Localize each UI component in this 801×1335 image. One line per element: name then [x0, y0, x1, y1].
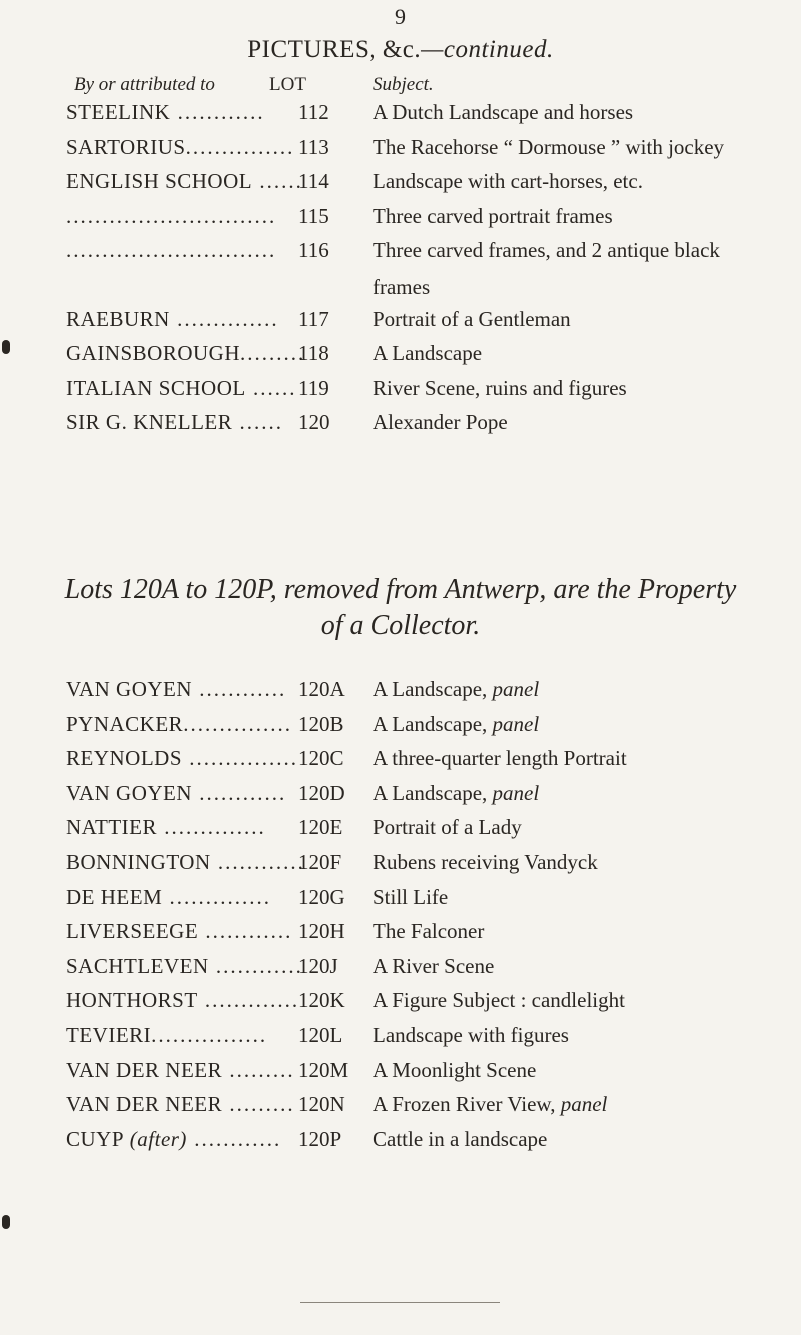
lot-row — [66, 135, 801, 169]
lot-subject — [373, 100, 633, 125]
page-heading — [0, 36, 801, 64]
lot-row — [66, 1023, 801, 1057]
lot-number: 119 — [298, 375, 329, 400]
column-header-lot: LOT — [269, 74, 306, 95]
subject-medium: panel — [487, 677, 540, 701]
property-notice — [0, 572, 801, 644]
artist-label: REYNOLDS — [66, 746, 183, 771]
leader-dots: ............ — [192, 677, 287, 701]
lot-row — [66, 1092, 801, 1126]
artist-name — [66, 135, 297, 160]
lot-row — [66, 376, 801, 410]
lot-row — [66, 746, 801, 780]
column-header-artist: By or attributed to — [74, 74, 215, 95]
artist-label: SACHTLEVEN — [66, 953, 209, 978]
artist-label: STEELINK — [66, 100, 171, 124]
lot-row — [66, 850, 801, 884]
subject-text: The Falconer — [373, 919, 485, 944]
artist-label: ENGLISH SCHOOL — [66, 169, 253, 193]
artist-label: NATTIER — [66, 815, 157, 840]
leader-dots: ............ — [192, 780, 287, 805]
subject-text: A Landscape, — [373, 711, 488, 736]
artist-name — [66, 1023, 297, 1048]
artist-name — [66, 1092, 297, 1117]
artist-label: LIVERSEEGE — [66, 919, 199, 944]
lot-subject — [373, 1092, 607, 1117]
leader-dots: ............... — [182, 746, 299, 771]
artist-name — [66, 953, 303, 979]
leader-dots: ............... — [185, 134, 295, 159]
lot-row — [66, 885, 801, 919]
artist-qualifier: (after) — [124, 1126, 187, 1151]
lot-number: 120C — [298, 746, 344, 771]
artist-label: VAN GOYEN — [66, 677, 193, 701]
lot-subject — [373, 919, 484, 944]
artist-name — [66, 204, 297, 229]
leader-dots: .............. — [169, 306, 279, 331]
subject-text: Landscape with figures — [373, 1023, 569, 1047]
subject-text: A Landscape — [373, 341, 483, 365]
lot-number: 120E — [298, 815, 343, 840]
lot-row — [66, 988, 801, 1022]
lot-subject — [373, 885, 448, 910]
subject-text: Portrait of a Gentleman — [373, 306, 571, 331]
leader-dots: ............ — [208, 953, 303, 978]
subject-text: A Moonlight Scene — [373, 1057, 537, 1082]
leader-dots: ......... — [240, 341, 306, 365]
subject-text: Still Life — [373, 884, 449, 909]
end-rule — [300, 1302, 500, 1303]
artist-label: TEVIERI — [66, 1023, 152, 1047]
lot-number: 120B — [298, 711, 344, 736]
lot-row — [66, 954, 801, 988]
artist-label: PYNACKER — [66, 711, 184, 736]
heading-continued: —continued. — [421, 36, 554, 63]
artist-name — [66, 410, 297, 435]
lot-row — [66, 341, 801, 375]
artist-name — [66, 885, 297, 910]
column-header-subject: Subject. — [373, 74, 434, 95]
lot-number: 120G — [298, 884, 345, 909]
lot-subject — [373, 1127, 547, 1152]
leader-dots: ............ — [170, 100, 265, 124]
artist-label: RAEBURN — [66, 306, 170, 331]
artist-name — [66, 746, 297, 771]
lot-number: 116 — [298, 238, 329, 262]
lot-row — [66, 204, 801, 238]
lot-row — [66, 781, 801, 815]
subject-text: Three carved frames, and 2 antique black — [373, 238, 720, 262]
lot-subject — [373, 307, 571, 332]
lot-number: 120A — [298, 677, 345, 701]
lot-number: 120F — [298, 850, 342, 874]
subject-text: River Scene, ruins and figures — [373, 375, 627, 400]
lot-row — [66, 238, 801, 272]
lot-row — [66, 410, 801, 444]
lot-row — [66, 712, 801, 746]
leader-dots: ................ — [151, 1023, 268, 1047]
leader-dots: ............ — [186, 1126, 282, 1151]
leader-dots: ...... — [252, 169, 303, 193]
artist-name — [66, 169, 303, 194]
lot-number: 120N — [298, 1092, 345, 1117]
lot-subject — [373, 1023, 569, 1048]
artist-name — [66, 238, 297, 263]
artist-name — [66, 307, 297, 332]
subject-text: A Frozen River View, — [373, 1092, 556, 1117]
subject-text: A Dutch Landscape and horses — [373, 100, 634, 124]
leader-dots: ............ — [198, 919, 293, 944]
lot-number: 120J — [298, 953, 338, 978]
lot-subject — [373, 988, 625, 1013]
artist-label: SARTORIUS — [66, 134, 186, 159]
subject-medium: panel — [555, 1092, 608, 1117]
leader-dots: ...... — [232, 410, 283, 434]
artist-label: GAINSBOROUGH — [66, 341, 241, 365]
artist-name — [66, 341, 306, 366]
lot-number: 120P — [298, 1126, 342, 1151]
artist-name — [66, 677, 297, 702]
lot-number: 113 — [298, 134, 329, 159]
lot-number: 118 — [298, 341, 329, 365]
artist-name — [66, 712, 297, 737]
lot-subject — [373, 954, 494, 979]
lot-subject — [373, 815, 522, 840]
subject-text: A three-quarter length Portrait — [373, 746, 627, 771]
subject-medium: panel — [487, 711, 540, 736]
lot-number: 117 — [298, 306, 329, 331]
subject-text: Three carved portrait frames — [373, 203, 613, 228]
lot-number: 120L — [298, 1023, 343, 1047]
lot-subject — [373, 410, 508, 435]
subject-text: A Landscape, — [373, 780, 488, 805]
leader-dots: ............ — [210, 850, 305, 874]
heading-main: PICTURES, &c. — [247, 36, 422, 63]
leader-dots: ......... — [222, 1057, 295, 1082]
lot-subject — [373, 1058, 536, 1083]
lot-number: 120 — [298, 410, 330, 434]
lot-row — [66, 1127, 801, 1161]
subject-text: A Figure Subject : candlelight — [373, 988, 625, 1013]
leader-dots: .............. — [162, 884, 271, 909]
lot-subject — [373, 781, 539, 806]
artist-label: SIR G. KNELLER — [66, 410, 233, 434]
lot-number: 115 — [298, 203, 329, 228]
subject-medium: panel — [487, 780, 540, 805]
subject-text: The Racehorse “ Dormouse ” with jockey — [373, 134, 725, 159]
subject-text: Cattle in a landscape — [373, 1126, 548, 1151]
lot-subject — [373, 341, 482, 366]
lot-row — [66, 677, 801, 711]
lot-row — [66, 169, 801, 203]
binding-mark — [2, 340, 10, 354]
artist-name — [66, 1127, 297, 1152]
artist-name — [66, 376, 297, 401]
lot-row — [66, 815, 801, 849]
artist-label: BONNINGTON — [66, 850, 211, 874]
lot-subject — [373, 746, 627, 771]
artist-name — [66, 1058, 297, 1083]
leader-dots: ............... — [183, 711, 292, 736]
page-number: 9 — [395, 4, 406, 29]
artist-name — [66, 850, 305, 875]
leader-dots: ............................. — [66, 238, 277, 262]
artist-label: VAN DER NEER — [66, 1092, 223, 1117]
binding-mark — [2, 1215, 10, 1229]
artist-label: HONTHORST — [66, 988, 198, 1013]
leader-dots: .............. — [157, 815, 266, 840]
notice-line-1: Lots 120A to 120P, removed from Antwerp, are the Property — [64, 574, 737, 605]
lot-number: 120H — [298, 919, 345, 944]
lot-number: 120K — [298, 988, 345, 1013]
lot-row — [66, 919, 801, 953]
leader-dots: ............. — [197, 988, 300, 1013]
artist-name — [66, 988, 300, 1013]
leader-dots: ...... — [245, 375, 297, 400]
artist-name — [66, 919, 297, 944]
lot-subject — [373, 677, 539, 702]
subject-text: Portrait of a Lady — [373, 815, 522, 840]
notice-line-2: of a Collector. — [320, 610, 481, 641]
artist-label: VAN GOYEN — [66, 780, 193, 805]
lot-subject — [373, 376, 627, 401]
artist-name — [66, 781, 297, 806]
lot-116-continuation: frames — [373, 275, 431, 299]
leader-dots: ............................. — [66, 203, 277, 228]
lot-subject — [373, 169, 643, 194]
lot-number: 114 — [298, 169, 329, 193]
leader-dots: ......... — [222, 1092, 295, 1117]
artist-label: ITALIAN SCHOOL — [66, 375, 246, 400]
lot-number: 120D — [298, 780, 345, 805]
lot-subject — [373, 204, 613, 229]
lot-subject — [373, 712, 539, 737]
subject-text: Landscape with cart-horses, etc. — [373, 169, 643, 193]
lot-row — [66, 307, 801, 341]
artist-name — [66, 100, 297, 125]
artist-label: VAN DER NEER — [66, 1057, 223, 1082]
artist-name — [66, 815, 297, 840]
artist-label: DE HEEM — [66, 884, 163, 909]
subject-text: A Landscape, — [373, 677, 488, 701]
lot-number: 120M — [298, 1057, 349, 1082]
lot-subject — [373, 135, 724, 160]
lot-subject — [373, 850, 598, 875]
lot-subject — [373, 238, 720, 263]
subject-text: A River Scene — [373, 953, 495, 978]
lot-number: 112 — [298, 100, 329, 124]
subject-text: Alexander Pope — [373, 410, 508, 434]
artist-label: CUYP — [66, 1126, 125, 1151]
lot-row — [66, 100, 801, 134]
lot-row — [66, 1058, 801, 1092]
subject-text: Rubens receiving Vandyck — [373, 850, 598, 874]
